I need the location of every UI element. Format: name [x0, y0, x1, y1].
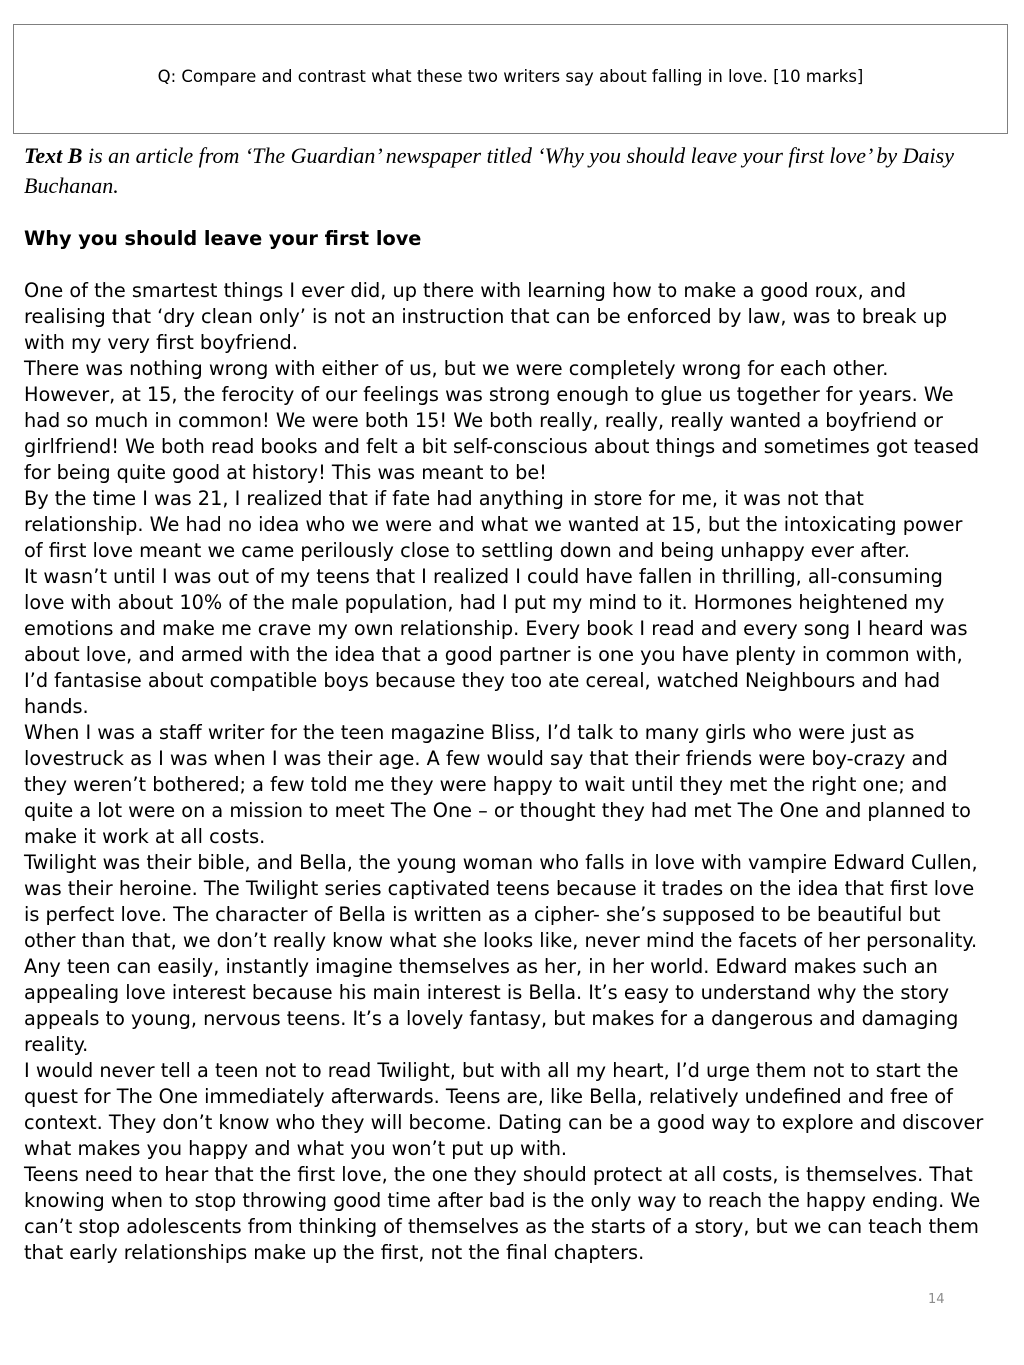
question-text: Q: Compare and contrast what these two writers say about falling in love. [10 marks]: [157, 66, 864, 86]
article-paragraph: It wasn’t until I was out of my teens that I realized I could have fallen in thrilling, all-consuming love with about 10% of the male population, had I put my mind to it. Hormones heightened my emotions and make me crave my own relationship. Every book I read and every song I heard was about love, and armed with the idea that a good partner is one you have plenty in common with, I’d fantasise about compatible boys because they too ate cereal, watched Neighbours and had hands.: [24, 565, 968, 718]
text-intro: [24, 141, 989, 201]
article: [24, 226, 984, 1266]
article-paragraph: By the time I was 21, I realized that if fate had anything in store for me, it was not that relationship. We had no idea who we were and what we wanted at 15, but the intoxicating power of first love meant we came perilously close to settling down and being unhappy ever after.: [24, 487, 963, 562]
article-paragraph: Twilight was their bible, and Bella, the young woman who falls in love with vampire Edward Cullen, was their heroine. The Twilight series captivated teens because it trades on the idea that first love is perfect love. The character of Bella is written as a cipher- she’s supposed to be beautiful but other than that, we don’t really know what she looks like, never mind the facets of her personality. Any teen can easily, instantly imagine themselves as her, in her world. Edward makes such an appealing love interest because his main interest is Bella. It’s easy to understand why the story appeals to young, nervous teens. It’s a lovely fantasy, but makes for a dangerous and damaging reality.: [24, 851, 978, 1056]
article-paragraph: Teens need to hear that the first love, the one they should protect at all costs, is themselves. That knowing when to stop throwing good time after bad is the only way to reach the happy ending. We can’t stop adolescents from thinking of themselves as the starts of a story, but we can teach them that early relationships make up the first, not the final chapters.: [24, 1163, 981, 1264]
text-intro-description: is an article from ‘The Guardian’ newspaper titled ‘Why you should leave your first love’ by Daisy Buchanan.: [24, 143, 954, 198]
article-paragraph: I would never tell a teen not to read Twilight, but with all my heart, I’d urge them not to start the quest for The One immediately afterwards. Teens are, like Bella, relatively undefined and free of context. They don’t know who they will become. Dating can be a good way to explore and discover what makes you happy and what you won’t put up with.: [24, 1059, 984, 1160]
article-paragraph: One of the smartest things I ever did, up there with learning how to make a good roux, and realising that ‘dry clean only’ is not an instruction that can be enforced by law, was to break up with my very first boyfriend.: [24, 279, 948, 354]
article-title: Why you should leave your first love: [24, 227, 422, 250]
article-paragraph: When I was a staff writer for the teen magazine Bliss, I’d talk to many girls who were just as lovestruck as I was when I was their age. A few would say that their friends were boy-crazy and they weren’t bothered; a few told me they were happy to wait until they met the right one; and quite a lot were on a mission to meet The One – or thought they had met The One and planned to make it work at all costs.: [24, 721, 971, 848]
question-box: [13, 24, 1008, 134]
text-label: Text B: [24, 143, 83, 168]
page-number: 14: [928, 1292, 945, 1307]
article-paragraph: There was nothing wrong with either of us, but we were completely wrong for each other. However, at 15, the ferocity of our feelings was strong enough to glue us together for years. We had so much in common! We were both 15! We both really, really, really wanted a boyfriend or girlfriend! We both read books and felt a bit self-conscious about things and sometimes got teased for being quite good at history! This was meant to be!: [24, 357, 980, 484]
